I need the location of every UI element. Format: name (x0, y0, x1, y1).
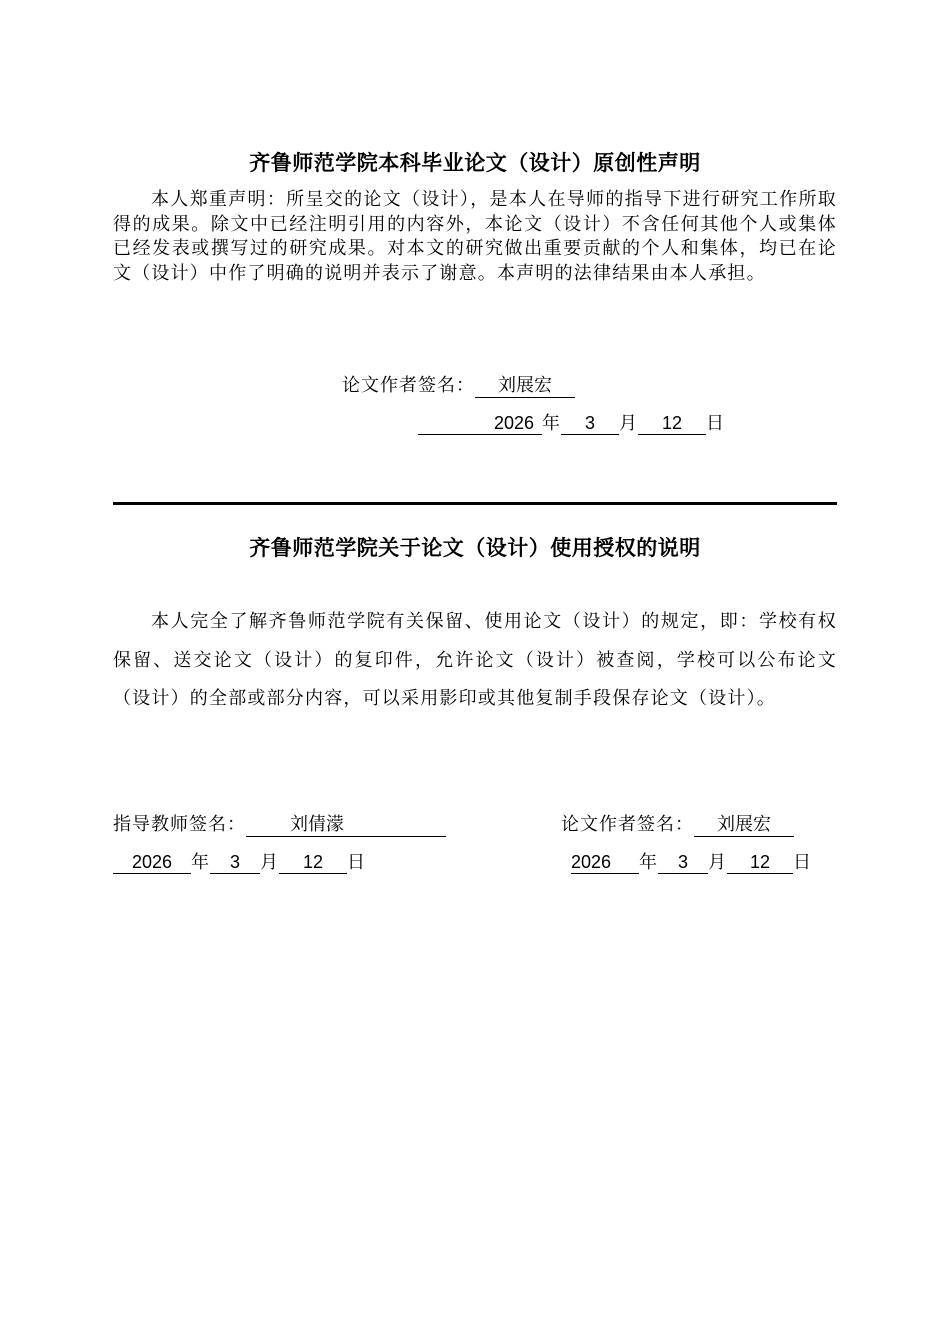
authorization-body: 本人完全了解齐鲁师范学院有关保留、使用论文（设计）的规定，即：学校有权保留、送交论文（设计）的复印件，允许论文（设计）被查阅，学校可以公布论文（设计）的全部或部分内容，可以采用影印或其他复制手段保存论文（设计）。 (113, 611, 837, 709)
date-year: 2026 (571, 851, 639, 874)
author-signature-value: 刘展宏 (475, 375, 575, 398)
authorization-title: 齐鲁师范学院关于论文（设计）使用授权的说明 (249, 536, 701, 560)
date-day-unit: 日 (706, 413, 725, 434)
date-month: 3 (210, 851, 260, 874)
date-year-unit: 年 (542, 413, 561, 434)
authorization-author-signature-row (561, 812, 794, 838)
date-day: 12 (638, 412, 706, 435)
date-month: 3 (561, 412, 619, 435)
date-month: 3 (658, 851, 708, 874)
date-year-unit: 年 (191, 852, 210, 873)
advisor-signature-label: 指导教师签名： (113, 814, 246, 835)
date-month-unit: 月 (619, 413, 638, 434)
author-signature-value: 刘展宏 (694, 814, 794, 837)
date-day-unit: 日 (793, 852, 812, 873)
date-year: 2026 (113, 851, 191, 874)
declaration-author-signature-row (342, 373, 575, 399)
date-year-unit: 年 (639, 852, 658, 873)
date-month-unit: 月 (260, 852, 279, 873)
author-signature-label: 论文作者签名： (342, 375, 475, 396)
date-month-unit: 月 (708, 852, 727, 873)
date-year: 2026 (418, 412, 542, 435)
advisor-signature-value: 刘倩濛 (246, 814, 446, 837)
author-date-row (571, 850, 812, 876)
date-day: 12 (727, 851, 793, 874)
section-divider (113, 502, 837, 505)
author-signature-label: 论文作者签名： (561, 814, 694, 835)
date-day: 12 (279, 851, 347, 874)
declaration-date-row (418, 411, 725, 437)
advisor-date-row (113, 850, 366, 876)
declaration-title: 齐鲁师范学院本科毕业论文（设计）原创性声明 (249, 151, 701, 175)
advisor-signature-row (113, 812, 446, 838)
date-day-unit: 日 (347, 852, 366, 873)
declaration-body: 本人郑重声明：所呈交的论文（设计），是本人在导师的指导下进行研究工作所取得的成果。除文中已经注明引用的内容外，本论文（设计）不含任何其他个人或集体已经发表或撰写过的研究成果。对本文的研究做出重要贡献的个人和集体，均已在论文（设计）中作了明确的说明并表示了谢意。本声明的法律结果由本人承担。 (113, 189, 837, 284)
